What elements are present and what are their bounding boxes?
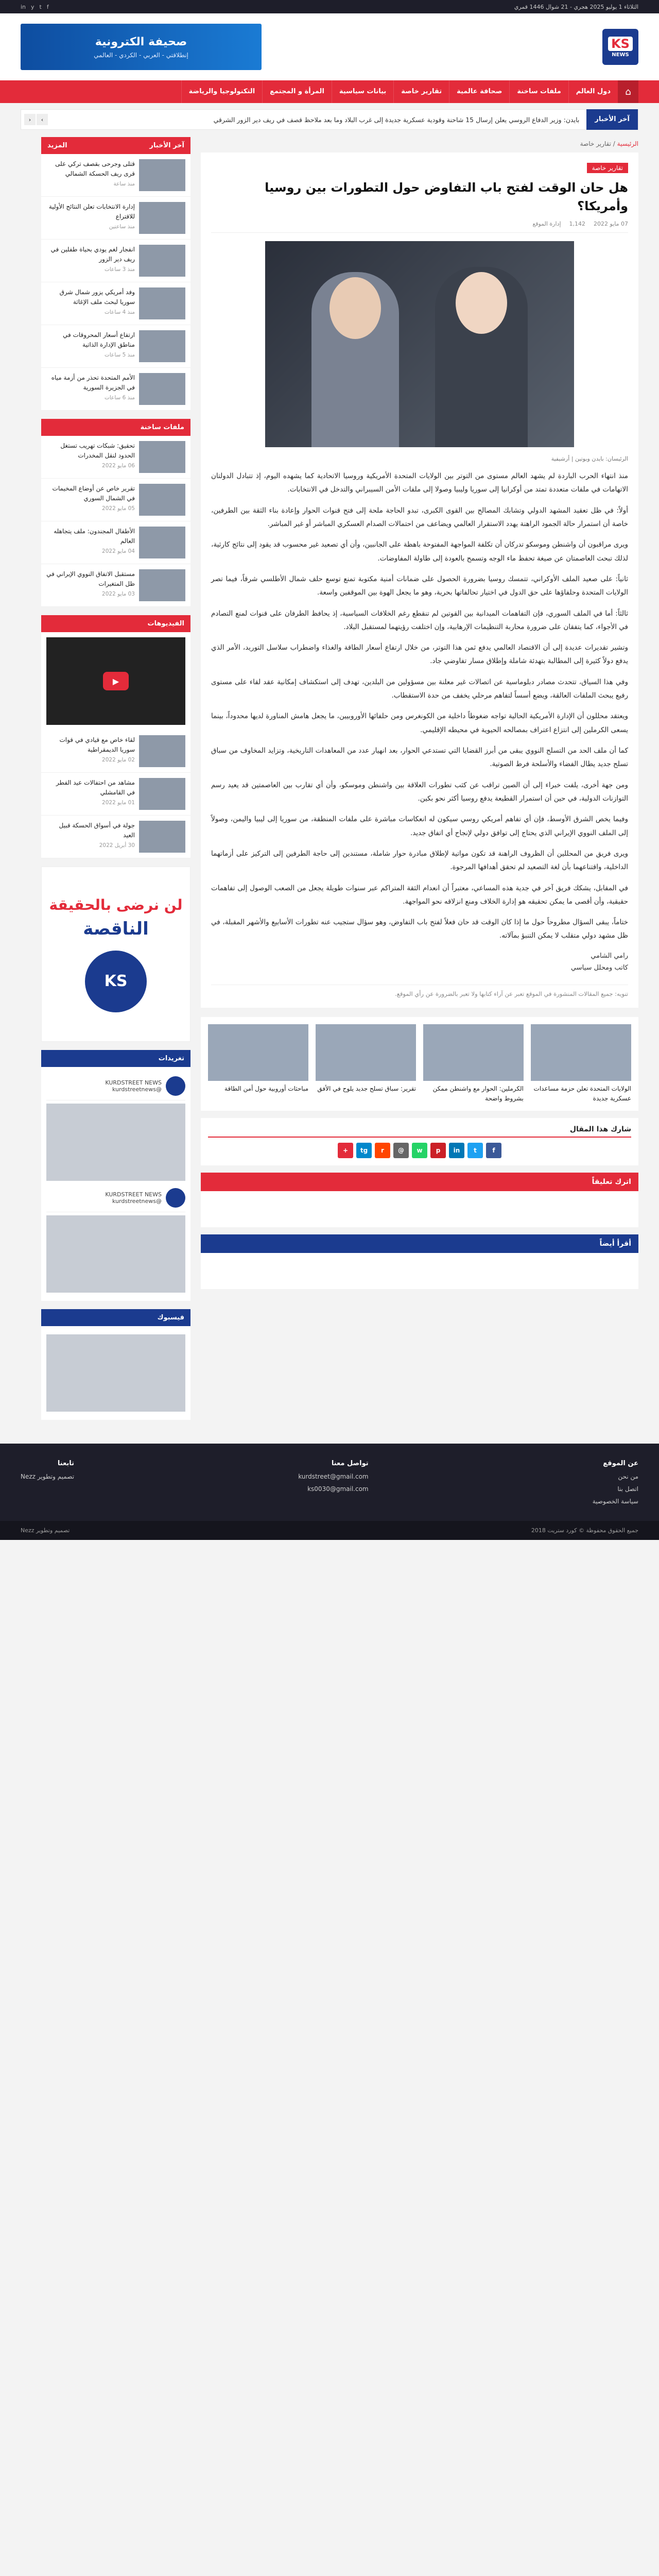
report-date: 05 مايو 2022 — [102, 505, 135, 512]
article-paragraph: وتشير تقديرات عديدة إلى أن الاقتصاد العالمي يدفع ثمن هذا التوتر، من خلال ارتفاع أسعار الطاقة والغذاء واضطراب سلاسل التوريد، الأمر الذي يدفع دولاً كثيرة إلى المطالبة بتهدئة شاملة وإطلاق مسار تفاوضي جاد. — [211, 643, 628, 666]
video-player[interactable] — [46, 637, 185, 725]
linkedin-share-icon[interactable]: in — [449, 1143, 464, 1158]
article-body — [211, 469, 628, 943]
footer-about-title: عن الموقع — [603, 1460, 638, 1467]
avatar — [166, 1188, 185, 1208]
tweet-handle[interactable]: @kurdstreetnews — [112, 1086, 162, 1093]
copyright-bar — [0, 1521, 659, 1540]
news-title[interactable]: الأمم المتحدة تحذر من أزمة مياه في الجزيرة السورية — [51, 374, 135, 392]
article-paragraph: في المقابل، يشكك فريق آخر في جدية هذه المساعي، معتبراً أن انعدام الثقة المتراكم عبر سنوات طويلة يجعل من الصعب الوصول إلى تفاهمات حقيقية، وأن أقصى ما يمكن تحقيقه هو إدارة الخلاف ومنع انزلاقه نحو المواجهة. — [211, 884, 628, 906]
article-paragraph: ثالثاً: أما في الملف السوري، فإن التفاهمات الميدانية بين القوتين لم تنقطع رغم الخلافات السياسية، إذ يحافظ الطرفان على قنوات لمنع التصادم في الأجواء، كما يتفقان على ضرورة محاربة التنظيمات الإرهابية، وإن اختلفت رؤيتهما لمستقبل البلاد. — [211, 609, 628, 631]
news-date: منذ 5 ساعات — [104, 352, 135, 359]
article-paragraph: ثانياً: على صعيد الملف الأوكراني، تتمسك روسيا بضرورة الحصول على ضمانات أمنية مكتوبة تمنع توسع حلف شمال الأطلسي شرقاً، فيما تصر الولايات المتحدة وحلفاؤها على حق الدول في اختيار تحالفاتها بحرية، وهو ما يجعل الهوة بين الموقفين واسعة. — [211, 574, 628, 597]
site-header — [0, 13, 659, 80]
report-date: 06 مايو 2022 — [102, 463, 135, 469]
related-item[interactable] — [316, 1024, 416, 1104]
tweet-handle[interactable]: @kurdstreetnews — [112, 1198, 162, 1205]
pinterest-share-icon[interactable]: p — [430, 1143, 446, 1158]
article-title: هل حان الوقت لفتح باب التفاوض حول التطورات بين روسيا وأمريكا؟ — [265, 180, 628, 213]
article-date: 07 مايو 2022 — [594, 221, 628, 227]
article — [201, 152, 638, 1008]
twitter-share-icon[interactable]: t — [467, 1143, 483, 1158]
sidebar-latest-news — [41, 137, 190, 411]
sidebar-hot-files — [41, 419, 190, 607]
video-thumbnail[interactable] — [139, 735, 185, 767]
logo-news: NEWS — [612, 52, 629, 58]
news-thumbnail[interactable] — [139, 373, 185, 405]
article-paragraph: وفيما يخص الشرق الأوسط، فإن أي تفاهم أمريكي روسي سيكون له انعكاسات مباشرة على ملفات المنطقة، من سوريا إلى ليبيا واليمن، وصولاً إلى الملف النووي الإيراني الذي يحتاج إلى توافق دولي لإنجاح أي اتفاق جديد. — [211, 815, 628, 837]
article-paragraph: منذ انتهاء الحرب الباردة لم يشهد العالم مستوى من التوتر بين الولايات المتحدة الأمريكية وروسيا الاتحادية كما يشهده اليوم، إذ تتبادل الدولتان الاتهامات في ملفات متعددة تمتد من أوكرانيا إلى سوريا وليبيا وصولا إلى ملفات الأمن السيبراني والتدخل في الانتخابات. — [211, 472, 628, 494]
nav-item-special-reports[interactable]: تقارير خاصة — [393, 80, 449, 103]
related-title[interactable]: الكرملين: الحوار مع واشنطن ممكن بشروط واضحة — [432, 1084, 524, 1102]
sidebar-videos-title: الفيديوهات — [147, 620, 184, 628]
nav-item-world[interactable]: دول العالم — [568, 80, 618, 103]
news-title[interactable]: قتلى وجرحى بقصف تركي على قرى ريف الحسكة الشمالي — [55, 160, 135, 178]
video-title[interactable]: جولة في أسواق الحسكة قبيل العيد — [59, 822, 135, 839]
content-wrap — [0, 130, 659, 1428]
list-item[interactable] — [41, 240, 190, 282]
tweet-user[interactable]: KURDSTREET NEWS — [105, 1191, 162, 1198]
report-thumbnail[interactable] — [139, 569, 185, 601]
breadcrumb-section[interactable]: تقارير خاصة — [580, 140, 611, 147]
list-item[interactable] — [41, 521, 190, 564]
list-item[interactable] — [41, 564, 190, 607]
related-thumbnail[interactable] — [531, 1024, 631, 1081]
home-icon[interactable]: ⌂ — [618, 80, 638, 103]
top-bar — [0, 0, 659, 13]
related-title[interactable]: مباحثات أوروبية حول أمن الطاقة — [224, 1084, 308, 1092]
comments-header: اترك تعليقاً — [201, 1173, 638, 1191]
ticker-text[interactable]: بايدن: وزير الدفاع الروسي يعلن إرسال 15 شاحنة وقودية عسكرية جديدة إلى غرب البلاد وما بعد ملاحظ قصف في ريف دير الزور الشرقي — [213, 115, 580, 124]
article-paragraph: ويرى مراقبون أن واشنطن وموسكو تدركان أن تكلفة المواجهة المفتوحة باهظة على الجانبين، وأن أي تصعيد غير محسوب قد يقود إلى نتائج كارثية، لذلك تبحث العاصمتان عن صيغة تحفظ ماء الوجه وتسمح بالعودة إلى طاولة المفاوضات. — [211, 540, 628, 563]
list-item[interactable] — [41, 479, 190, 521]
sidebar-facebook-title: فيسبوك — [157, 1314, 184, 1321]
sidebar-latest-more[interactable]: المزيد — [47, 142, 67, 149]
breadcrumb — [201, 137, 638, 152]
telegram-share-icon[interactable]: tg — [356, 1143, 372, 1158]
twitter-icon[interactable]: t — [39, 3, 42, 10]
report-thumbnail[interactable] — [139, 527, 185, 558]
share-title: شارك هذا المقال — [208, 1125, 631, 1138]
news-date: منذ ساعتين — [109, 224, 135, 230]
list-item[interactable] — [41, 325, 190, 368]
news-ticker — [21, 109, 638, 130]
logo-ks: KS — [608, 37, 633, 51]
related-item[interactable] — [208, 1024, 308, 1104]
ad-line-2: الناقصة — [83, 918, 149, 939]
news-thumbnail[interactable] — [139, 202, 185, 234]
list-item[interactable] — [41, 282, 190, 325]
article-paragraph: أولاً: في ظل تعقيد المشهد الدولي وتشابك المصالح بين القوى الكبرى، تبدو الحاجة ملحة إلى فتح قنوات الحوار وإعادة بناء الثقة بين الطرفين، خاصة أن استمرار حالة الجمود الراهنة يهدد الاستقرار العالمي ويضاعف من احتمالات الصدام العسكري المباشر أو غير المباشر. — [211, 506, 628, 528]
more-share-icon[interactable]: + — [338, 1143, 353, 1158]
footer-email[interactable]: kurdstreet@gmail.com — [298, 1473, 369, 1480]
sidebar-videos-header — [41, 615, 190, 632]
report-thumbnail[interactable] — [139, 441, 185, 473]
sidebar-ad[interactable] — [41, 867, 190, 1042]
news-date: منذ 3 ساعات — [104, 266, 135, 273]
twitter-feed — [41, 1067, 190, 1301]
tweet-user[interactable]: KURDSTREET NEWS — [105, 1079, 162, 1086]
site-footer — [0, 1444, 659, 1521]
news-title[interactable]: إدارة الانتخابات تعلن النتائج الأولية للاقتراع — [48, 203, 135, 221]
chevron-left-icon[interactable]: ‹ — [24, 114, 36, 125]
sidebar-facebook-header — [41, 1309, 190, 1326]
related-title[interactable]: تقرير: سباق تسلح جديد يلوح في الأفق — [317, 1084, 416, 1092]
read-more-header: أقرأ أيضاً — [201, 1234, 638, 1253]
news-date: منذ ساعة — [113, 181, 135, 188]
person-left-head — [330, 277, 381, 339]
sidebar-twitter-header — [41, 1050, 190, 1067]
nav-item-world-press[interactable]: صحافة عالمية — [449, 80, 509, 103]
current-date: الثلاثاء 1 يوليو 2025 هجري - 21 شوال 1446 قمري — [514, 3, 638, 10]
list-item[interactable] — [41, 197, 190, 240]
news-thumbnail[interactable] — [139, 330, 185, 362]
main-nav — [0, 80, 659, 103]
report-title[interactable]: تقرير خاص عن أوضاع المخيمات في الشمال السوري — [52, 485, 135, 502]
article-views: 1,142 — [569, 221, 586, 227]
top-social-icons — [21, 4, 49, 10]
footer-contact-title: تواصل معنا — [331, 1460, 369, 1467]
facebook-share-icon[interactable]: f — [486, 1143, 501, 1158]
list-item[interactable] — [41, 773, 190, 816]
sidebar-hot-title: ملفات ساخنة — [140, 423, 184, 431]
related-item[interactable] — [531, 1024, 631, 1104]
author-name: رامي الشامي — [591, 952, 628, 960]
tweet-image[interactable] — [46, 1104, 185, 1181]
nav-item-tech-sports[interactable]: التكنولوجيا والرياضة — [181, 80, 263, 103]
whatsapp-share-icon[interactable]: w — [412, 1143, 427, 1158]
article-author-meta[interactable]: إدارة الموقع — [532, 221, 561, 227]
facebook-feed — [41, 1326, 190, 1420]
sidebar-latest-title: آخر الأخبار — [149, 142, 184, 149]
footer-link[interactable]: من نحن — [618, 1473, 638, 1480]
news-title[interactable]: انفجار لغم يودي بحياة طفلين في ريف دير الزور — [50, 246, 135, 263]
facebook-icon[interactable]: f — [46, 3, 49, 10]
site-logo[interactable] — [602, 29, 638, 65]
related-title[interactable]: الولايات المتحدة تعلن حزمة مساعدات عسكرية جديدة — [533, 1084, 631, 1102]
sidebar-latest-header — [41, 137, 190, 154]
reddit-share-icon[interactable]: r — [375, 1143, 390, 1158]
nav-item-women-society[interactable]: المرأة و المجتمع — [262, 80, 332, 103]
sidebar — [41, 137, 190, 1428]
banner-subtitle: إنطلاقتي - العربي - الكردي - العالمي — [94, 51, 188, 59]
footer-email[interactable]: ks0030@gmail.com — [307, 1485, 369, 1493]
main-column — [201, 137, 638, 1289]
report-date: 04 مايو 2022 — [102, 548, 135, 555]
article-author — [211, 950, 628, 974]
news-title[interactable]: وفد أمريكي يزور شمال شرق سوريا لبحث ملف الإغاثة — [59, 289, 135, 306]
banner-title: صحيفة الكترونية — [95, 35, 187, 48]
ad-logo: KS — [85, 951, 147, 1012]
person-right-head — [456, 272, 507, 334]
breadcrumb-home[interactable]: الرئيسية — [617, 140, 638, 147]
video-title[interactable]: لقاء خاص مع قيادي في قوات سوريا الديمقراطية — [59, 736, 135, 754]
article-paragraph: ومن جهة أخرى، يلفت خبراء إلى أن الصين تراقب عن كثب تطورات العلاقة بين واشنطن وموسكو، وأن أي تقارب بين العاصمتين قد يعيد رسم التوازنات الدولية، في حين أن استمرار القطيعة يدفع روسيا أكثر نحو بكين. — [211, 781, 628, 803]
tweet[interactable] — [46, 1072, 185, 1100]
nav-item-hot-files[interactable]: ملفات ساخنة — [509, 80, 568, 103]
news-thumbnail[interactable] — [139, 287, 185, 319]
breadcrumb-separator: / — [613, 140, 615, 147]
copyright-text: جميع الحقوق محفوظة © كورد ستريت 2018 — [531, 1527, 638, 1534]
read-more-box — [201, 1253, 638, 1289]
article-meta — [211, 221, 628, 233]
related-thumbnail[interactable] — [423, 1024, 524, 1081]
nav-item-political-statements[interactable]: بيانات سياسية — [332, 80, 393, 103]
article-hero-image — [265, 241, 574, 447]
sidebar-videos — [41, 615, 190, 858]
article-paragraph: ويعتقد محللون أن الإدارة الأمريكية الحالية تواجه ضغوطاً داخلية من الكونغرس ومن حلفائها الأوروبيين، ما يجعل هامش المناورة لديها محدوداً، بينما يسعى الكرملين إلى انتزاع اعتراف بمصالحه الحيوية في محيطه الإقليمي. — [211, 712, 628, 734]
article-paragraph: وفي هذا السياق، تتحدث مصادر دبلوماسية عن اتصالات غير معلنة بين مسؤولين من البلدين، تهدف إلى استكشاف إمكانية عقد لقاء على مستوى رفيع يبحث الملفات العالقة، ويضع أسساً لتفاهم مرحلي يخفف من حدة الاستقطاب. — [211, 677, 628, 700]
news-thumbnail[interactable] — [139, 159, 185, 191]
play-icon[interactable]: ▶ — [103, 672, 129, 690]
facebook-embed[interactable] — [46, 1334, 185, 1412]
list-item[interactable] — [41, 436, 190, 479]
comments-box[interactable] — [201, 1191, 638, 1227]
avatar — [166, 1076, 185, 1096]
ticker-arrows — [21, 114, 51, 125]
share-icons — [208, 1143, 631, 1158]
header-banner-ad[interactable] — [21, 24, 262, 70]
report-title[interactable]: مستقبل الاتفاق النووي الإيراني في ظل المتغيرات — [46, 570, 135, 588]
footer-col-contact — [298, 1457, 368, 1495]
developer-credit[interactable]: تصميم وتطوير Nezz — [21, 1527, 70, 1534]
news-thumbnail[interactable] — [139, 245, 185, 277]
footer-follow-title: تابعنا — [57, 1460, 75, 1467]
list-item[interactable] — [41, 816, 190, 858]
ad-line-1: لن نرضى بالحقيقة — [49, 896, 183, 913]
related-item[interactable] — [423, 1024, 524, 1104]
footer-link[interactable]: سياسة الخصوصية — [592, 1498, 638, 1505]
video-date: 30 أبريل 2022 — [99, 842, 135, 849]
article-paragraph: ويرى فريق من المحللين أن الظروف الراهنة قد تكون مواتية لإطلاق مبادرة حوار شاملة، مستندين إلى حاجة الطرفين إلى التركيز على أزماتهما الداخلية، واقتناعهما بأن لغة التصعيد لم تحقق أهدافها المرجوة. — [211, 849, 628, 872]
report-title[interactable]: تحقيق: شبكات تهريب تستغل الحدود لنقل المخدرات — [60, 442, 135, 460]
author-role: كاتب ومحلل سياسي — [570, 964, 628, 972]
linkedin-icon[interactable]: in — [21, 3, 26, 10]
image-caption: الرئيسان: بايدن وبوتين | أرشيفية — [551, 455, 628, 462]
footer-col-follow — [21, 1457, 74, 1483]
news-date: منذ 6 ساعات — [104, 395, 135, 401]
list-item[interactable] — [41, 368, 190, 411]
email-share-icon[interactable]: @ — [393, 1143, 409, 1158]
footer-link[interactable]: اتصل بنا — [617, 1485, 638, 1493]
sidebar-twitter-title: تغريدات — [158, 1055, 184, 1062]
related-thumbnail[interactable] — [208, 1024, 308, 1081]
video-date: 02 مايو 2022 — [102, 757, 135, 764]
related-articles — [201, 1017, 638, 1111]
video-title[interactable]: مشاهد من احتفالات عيد الفطر في القامشلي — [56, 779, 135, 796]
news-date: منذ 4 ساعات — [104, 309, 135, 316]
report-date: 03 مايو 2022 — [102, 591, 135, 598]
sidebar-facebook — [41, 1309, 190, 1420]
sidebar-hot-header — [41, 419, 190, 436]
article-category[interactable]: تقارير خاصة — [587, 163, 628, 173]
youtube-icon[interactable]: y — [31, 3, 34, 10]
report-thumbnail[interactable] — [139, 484, 185, 516]
sidebar-twitter — [41, 1050, 190, 1301]
article-paragraph: كما أن ملف الحد من التسلح النووي يبقى من أبرز القضايا التي تستدعي الحوار، بعد انهيار عدد من المعاهدات التاريخية، وتزايد المخاوف من سباق تسلح جديد يطال الفضاء والأسلحة فرط الصوتية. — [211, 747, 628, 769]
news-title[interactable]: ارتفاع أسعار المحروقات في مناطق الإدارة الذاتية — [63, 331, 135, 349]
article-paragraph: ختاماً، يبقى السؤال مطروحاً حول ما إذا كان الوقت قد حان فعلاً لفتح باب التفاوض، وهو سؤال ستجيب عنه تطورات الأسابيع والأشهر المقبلة، في ظل مشهد دولي متقلب لا يمكن التنبؤ بمآلاته. — [211, 918, 628, 940]
chevron-right-icon[interactable]: › — [37, 114, 48, 125]
video-thumbnail[interactable] — [139, 821, 185, 853]
related-thumbnail[interactable] — [316, 1024, 416, 1081]
ticker-label: آخر الأخبار — [586, 109, 638, 130]
report-title[interactable]: الأطفال المجندون: ملف يتجاهله العالم — [54, 528, 135, 545]
footer-col-about — [593, 1457, 638, 1507]
video-thumbnail[interactable] — [139, 778, 185, 810]
tweet-image[interactable] — [46, 1215, 185, 1293]
article-disclaimer: تنويه: جميع المقالات المنشورة في الموقع تعبر عن آراء كتابها ولا تعبر بالضرورة عن رأي الموقع. — [211, 985, 628, 997]
share-section — [201, 1118, 638, 1165]
tweet[interactable] — [46, 1184, 185, 1212]
list-item[interactable] — [41, 154, 190, 197]
video-date: 01 مايو 2022 — [102, 800, 135, 806]
footer-dev-credit[interactable]: تصميم وتطوير Nezz — [21, 1473, 75, 1480]
list-item[interactable] — [41, 730, 190, 773]
